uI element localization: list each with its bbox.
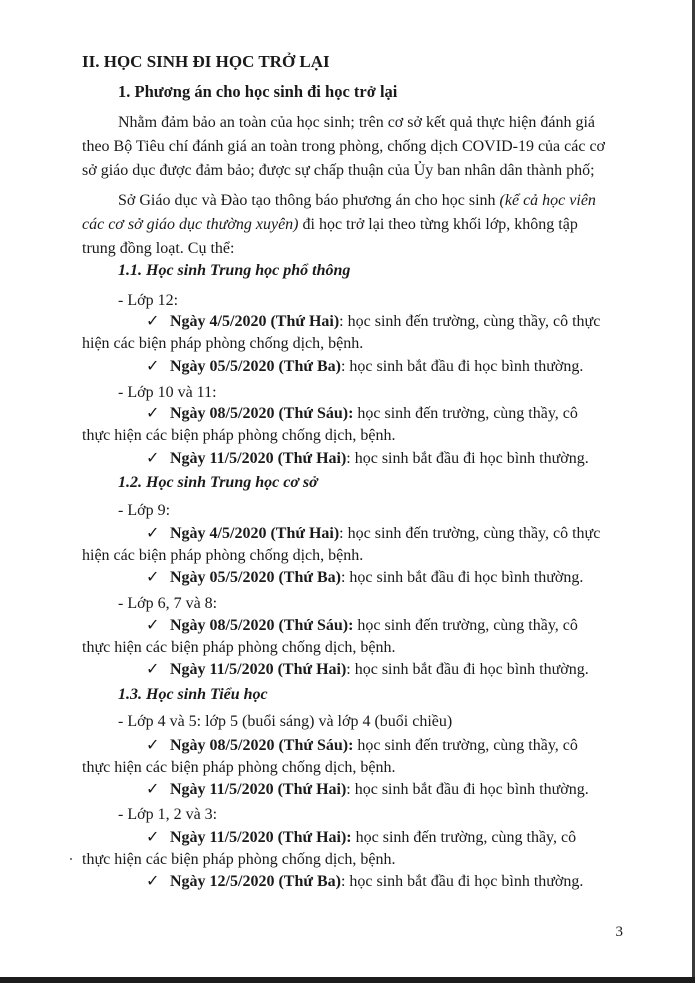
intro-p1-line2: theo Bộ Tiêu chí đánh giá an toàn trong phòng, chống dịch COVID-19 của các cơ [82,138,606,155]
check-icon: ✓ [146,405,160,422]
check-icon: ✓ [146,873,160,890]
grade-9-label: - Lớp 9: [118,502,171,519]
heading-1-3: 1.3. Học sinh Tiểu học [118,686,268,703]
scan-speck [70,858,72,860]
check-icon: ✓ [146,525,160,542]
check-icon: ✓ [146,781,160,798]
list-item-cont: hiện các biện pháp phòng chống dịch, bệnh. [82,335,364,352]
list-item: ✓ Ngày 4/5/2020 (Thứ Hai): học sinh đến trường, cùng thầy, cô thực [146,313,601,330]
check-icon: ✓ [146,569,160,586]
intro-p1-line3: sở giáo dục được đảm bảo; được sự chấp thuận của Ủy ban nhân dân thành phố; [82,162,595,179]
check-icon: ✓ [146,450,160,467]
check-icon: ✓ [146,829,160,846]
grade-4-5-label: - Lớp 4 và 5: lớp 5 (buổi sáng) và lớp 4 (buổi chiều) [118,713,453,730]
check-icon: ✓ [146,661,160,678]
list-item: ✓ Ngày 4/5/2020 (Thứ Hai): học sinh đến trường, cùng thầy, cô thực [146,525,601,542]
check-icon: ✓ [146,358,160,375]
section-heading: II. HỌC SINH ĐI HỌC TRỞ LẠI [82,52,330,71]
list-item: ✓ Ngày 11/5/2020 (Thứ Hai): học sinh đến trường, cùng thầy, cô [146,829,577,846]
intro-p1-line1: Nhằm đảm bảo an toàn của học sinh; trên cơ sở kết quả thực hiện đánh giá [118,114,596,131]
heading-1-2: 1.2. Học sinh Trung học cơ sở [118,474,318,491]
grade-1-2-3-label: - Lớp 1, 2 và 3: [118,806,218,823]
list-item: ✓ Ngày 11/5/2020 (Thứ Hai): học sinh bắt đầu đi học bình thường. [146,781,589,798]
list-item-cont: hiện các biện pháp phòng chống dịch, bệnh. [82,547,364,564]
grade-12-label: - Lớp 12: [118,292,179,309]
grade-10-11-label: - Lớp 10 và 11: [118,384,217,401]
list-item-cont: thực hiện các biện pháp phòng chống dịch, bệnh. [82,639,396,656]
sub-heading: 1. Phương án cho học sinh đi học trở lại [118,82,398,101]
intro-p2-line1: Sở Giáo dục và Đào tạo thông báo phương án cho học sinh (kể cả học viên [118,192,596,209]
page-number: 3 [615,924,623,940]
list-item: ✓ Ngày 11/5/2020 (Thứ Hai): học sinh bắt đầu đi học bình thường. [146,661,589,678]
check-icon: ✓ [146,617,160,634]
list-item: ✓ Ngày 08/5/2020 (Thứ Sáu): học sinh đến trường, cùng thầy, cô [146,405,578,422]
check-icon: ✓ [146,313,160,330]
list-item: ✓ Ngày 05/5/2020 (Thứ Ba): học sinh bắt đầu đi học bình thường. [146,569,584,586]
list-item: ✓ Ngày 11/5/2020 (Thứ Hai): học sinh bắt đầu đi học bình thường. [146,450,589,467]
list-item-cont: thực hiện các biện pháp phòng chống dịch, bệnh. [82,427,396,444]
list-item: ✓ Ngày 05/5/2020 (Thứ Ba): học sinh bắt đầu đi học bình thường. [146,358,584,375]
check-icon: ✓ [146,737,160,754]
list-item: ✓ Ngày 12/5/2020 (Thứ Ba): học sinh bắt đầu đi học bình thường. [146,873,584,890]
grade-6-7-8-label: - Lớp 6, 7 và 8: [118,595,218,612]
list-item: ✓ Ngày 08/5/2020 (Thứ Sáu): học sinh đến trường, cùng thầy, cô [146,617,578,634]
list-item: ✓ Ngày 08/5/2020 (Thứ Sáu): học sinh đến trường, cùng thầy, cô [146,737,578,754]
intro-p2-line2: các cơ sở giáo dục thường xuyên) đi học trở lại theo từng khối lớp, không tập [82,216,578,233]
list-item-cont: thực hiện các biện pháp phòng chống dịch, bệnh. [82,759,396,776]
heading-1-1: 1.1. Học sinh Trung học phổ thông [118,262,351,279]
scan-edge-bottom [0,977,695,983]
intro-p2-line3: trung đồng loạt. Cụ thể: [82,240,235,257]
list-item-cont: thực hiện các biện pháp phòng chống dịch, bệnh. [82,851,396,868]
